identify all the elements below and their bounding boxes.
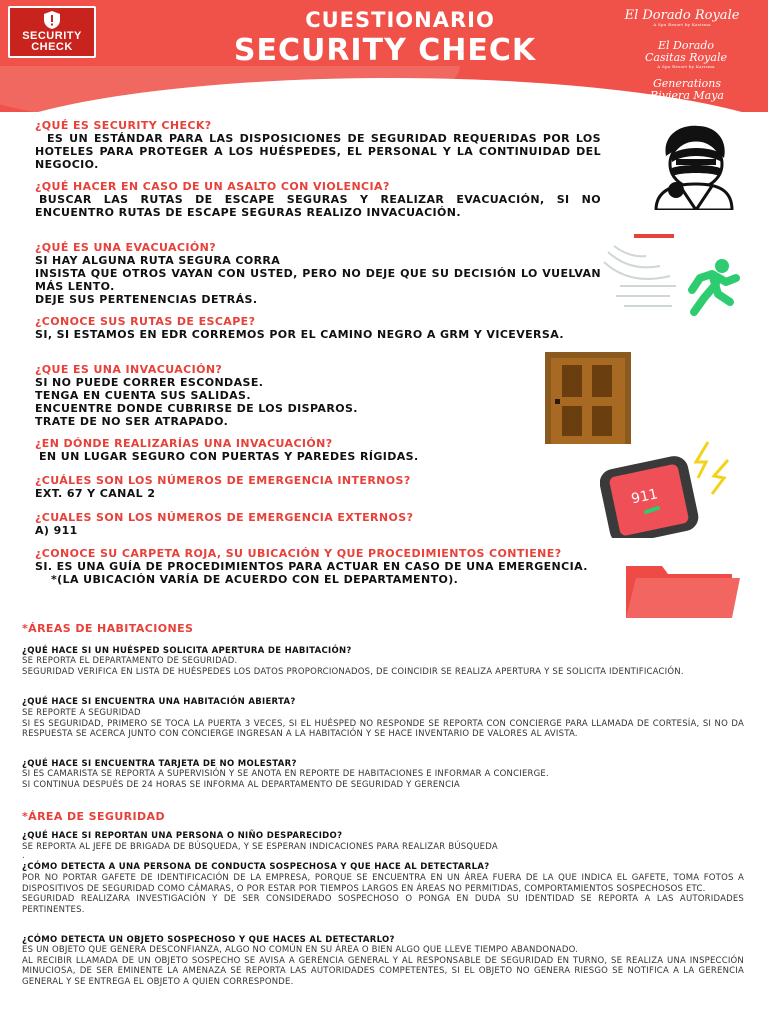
answer: BUSCAR LAS RUTAS DE ESCAPE SEGURAS Y REALIZAR EVACUACIÓN, SI NO ENCUENTRO RUTAS DE ESCAPE SEGURAS REALIZO INVACUACIÓN.	[35, 193, 601, 219]
question: ¿QUE ES UNA INVACUACIÓN?	[35, 363, 223, 376]
answer: SI NO PUEDE CORRER ESCONDASE. TENGA EN CUENTA SUS SALIDAS. ENCUENTRE DONDE CUBRIRSE DE LOS DISPAROS. TRATE DE NO SER ATRAPADO.	[35, 376, 358, 428]
qa-donde-invacuacion	[35, 437, 601, 463]
answer: EN UN LUGAR SEGURO CON PUERTAS Y PAREDES RÍGIDAS.	[39, 450, 419, 463]
question: ¿QUÉ HACE SI ENCUENTRA UNA HABITACIÓN ABIERTA?	[22, 697, 296, 707]
answer: SI, SI ESTAMOS EN EDR CORREMOS POR EL CAMINO NEGRO A GRM Y VICEVERSA.	[35, 328, 564, 341]
question: ¿CUÁLES SON LOS NÚMEROS DE EMERGENCIA INTERNOS?	[35, 474, 411, 487]
header-banner	[0, 0, 768, 112]
question: ¿QUÉ ES SECURITY CHECK?	[35, 119, 212, 132]
logo-el-dorado-royale: El Dorado Royale A Spa Resort by Karisma	[624, 8, 740, 27]
section-title-habitaciones: *ÁREAS DE HABITACIONES	[22, 622, 194, 635]
answer: POR NO PORTAR GAFETE DE IDENTIFICACIÓN DE LA EMPRESA, PORQUE SE ENCUENTRA EN UN ÁREA FUERA DE LA QUE INDICA EL GAFETE, TOMA FOTOS A DISPOSITIVOS DE SEGURIDAD COMO CÁMARAS, O POR ESTAR POR TIEMPOS LARGOS EN ÁREAS NO PERMITIDAS, COMPORTAMIENTOS SOSPECHOSOS ETC. SEGURIDAD REALIZARA INVESTIGACIÓN Y DE SER CONSIDERADO SOSPECHOSO O PONGA EN DUDA SU IDENTIDAD SE REPORTA A LAS AUTORIDADES PERTINENTES.	[22, 873, 744, 915]
logo-generations-riviera-maya: Generations Riviera Maya by Karisma	[650, 77, 724, 107]
question: ¿CONOCE SUS RUTAS DE ESCAPE?	[35, 315, 256, 328]
answer: SE REPORTA AL JEFE DE BRIGADA DE BÚSQUEDA, Y SE ESPERAN INDICACIONES PARA REALIZAR BÚSQUEDA .	[22, 842, 498, 861]
answer: ES UN OBJETO QUE GENERA DESCONFIANZA, ALGO NO COMÚN EN SU ÁREA O BIEN ALGO QUE LLEVE TIEMPO ABANDONADO. AL RECIBIR LLAMADA DE UN OBJETO SOSPECHO SE AVISA A GERENCIA GENERAL Y AL RESPONSABLE DE SEGURIDAD EN TURNO, SE REALIZA UNA INSPECCIÓN MINUCIOSA, DE SER EMINENTE LA AMENAZA SE REPORTA LAS AUTORIDADES COMPETENTES, SI EL OBJETO NO GENERA RIESGO SE NOTIFICA A LA GERENCIA GENERAL Y SE ENTREGA EL OBJETO A QUIEN CORRESPONDE.	[22, 945, 744, 987]
question: ¿CONOCE SU CARPETA ROJA, SU UBICACIÓN Y QUE PROCEDIMIENTOS CONTIENE?	[35, 547, 562, 560]
phone-911-icon	[600, 438, 740, 538]
red-folder-icon	[622, 562, 740, 618]
section-title-seguridad: *ÁREA DE SEGURIDAD	[22, 810, 166, 823]
answer: SI HAY ALGUNA RUTA SEGURA CORRA INSISTA QUE OTROS VAYAN CON USTED, PERO NO DEJE QUE SU DECISIÓN LO VUELVAN MÁS LENTO. DEJE SUS PERTENENCIAS DETRÁS.	[35, 254, 601, 306]
qa-invacuacion	[35, 363, 601, 428]
question: ¿QUÉ HACE SI ENCUENTRA TARJETA DE NO MOLESTAR?	[22, 759, 297, 769]
answer: SE REPORTA EL DEPARTAMENTO DE SEGURIDAD. SEGURIDAD VERIFICA EN LISTA DE HUÉSPEDES LOS DATOS PROPORCIONADOS, DE COINCIDIR SE REALIZA APERTURA Y SE SOLICITA IDENTIFICACIÓN.	[22, 656, 684, 677]
qa-emergencia-internos	[35, 474, 601, 500]
qa-emergencia-externos	[35, 511, 601, 537]
answer: ES UN ESTÁNDAR PARA LAS DISPOSICIONES DE SEGURIDAD REQUERIDAS POR LOS HOTELES PARA PROTEGER A LOS HUÉSPEDES, EL PERSONAL Y LA CONTINUIDAD DEL NEGOCIO.	[35, 132, 601, 171]
badge-line-1: SECURITY	[22, 30, 82, 42]
answer: SI. ES UNA GUÍA DE PROCEDIMIENTOS PARA ACTUAR EN CASO DE UNA EMERGENCIA. *(LA UBICACIÓN VARÍA DE ACUERDO CON EL DEPARTAMENTO).	[35, 560, 588, 586]
badge-line-2: CHECK	[31, 41, 73, 53]
answer: SI ES CAMARISTA SE REPORTA A SUPERVISIÓN Y SE ANOTA EN REPORTE DE HABITACIONES E INFORMAR A CONCIERGE. SI CONTINUA DESPUÉS DE 24 HORAS SE INFORMA AL DEPARTAMENTO DE SEGURIDAD Y GERENCIA	[22, 769, 549, 790]
answer: A) 911	[35, 524, 78, 537]
question: ¿CÓMO DETECTA UN OBJETO SOSPECHOSO Y QUE HACES AL DETECTARLO?	[22, 935, 395, 945]
qa-evacuacion	[35, 241, 601, 306]
running-person-alarm-icon	[600, 232, 740, 324]
qa-carpeta-roja	[35, 547, 601, 586]
answer: SE REPORTE A SEGURIDAD SI ES SEGURIDAD, PRIMERO SE TOCA LA PUERTA 3 VECES, SI EL HUÉSPED NO RESPONDE SE REPORTA CON CONCIERGE PARA LLAMADA DE CORTESÍA, SI NO DA RESPUESTA SE ACERCA JUNTO CON CONCIERGE INGRESAN A LA HABITACIÓN Y SE HACE INVENTARIO DE VALORES AL AVISTA.	[22, 708, 744, 740]
shield-alert-icon	[44, 11, 60, 29]
door-icon	[545, 352, 631, 444]
question: ¿EN DÓNDE REALIZARÍAS UNA INVACUACIÓN?	[35, 437, 333, 450]
masked-person-icon	[652, 124, 736, 210]
logo-el-dorado-casitas-royale: El Dorado Casitas Royale A Spa Resort by Karisma	[645, 39, 727, 69]
title-cuestionario: CUESTIONARIO	[305, 8, 495, 32]
title-security-check: SECURITY CHECK	[233, 33, 537, 68]
question: ¿QUÉ HACE SI UN HUÉSPED SOLICITA APERTURA DE HABITACIÓN?	[22, 646, 352, 656]
qa-security-check	[35, 119, 601, 171]
security-check-badge	[8, 6, 96, 58]
question: ¿QUÉ HACE SI REPORTAN UNA PERSONA O NIÑO DESPARECIDO?	[22, 831, 343, 841]
question: ¿CUALES SON LOS NÚMEROS DE EMERGENCIA EXTERNOS?	[35, 511, 414, 524]
qa-rutas-escape	[35, 315, 601, 341]
phone-screen-text: 911	[629, 486, 660, 508]
qa-asalto	[35, 180, 601, 219]
answer: EXT. 67 Y CANAL 2	[35, 487, 156, 500]
question: ¿CÓMO DETECTA A UNA PERSONA DE CONDUCTA SOSPECHOSA Y QUE HACE AL DETECTARLA?	[22, 862, 490, 872]
question: ¿QUÉ ES UNA EVACUACIÓN?	[35, 241, 217, 254]
question: ¿QUÉ HACER EN CASO DE UN ASALTO CON VIOLENCIA?	[35, 180, 390, 193]
